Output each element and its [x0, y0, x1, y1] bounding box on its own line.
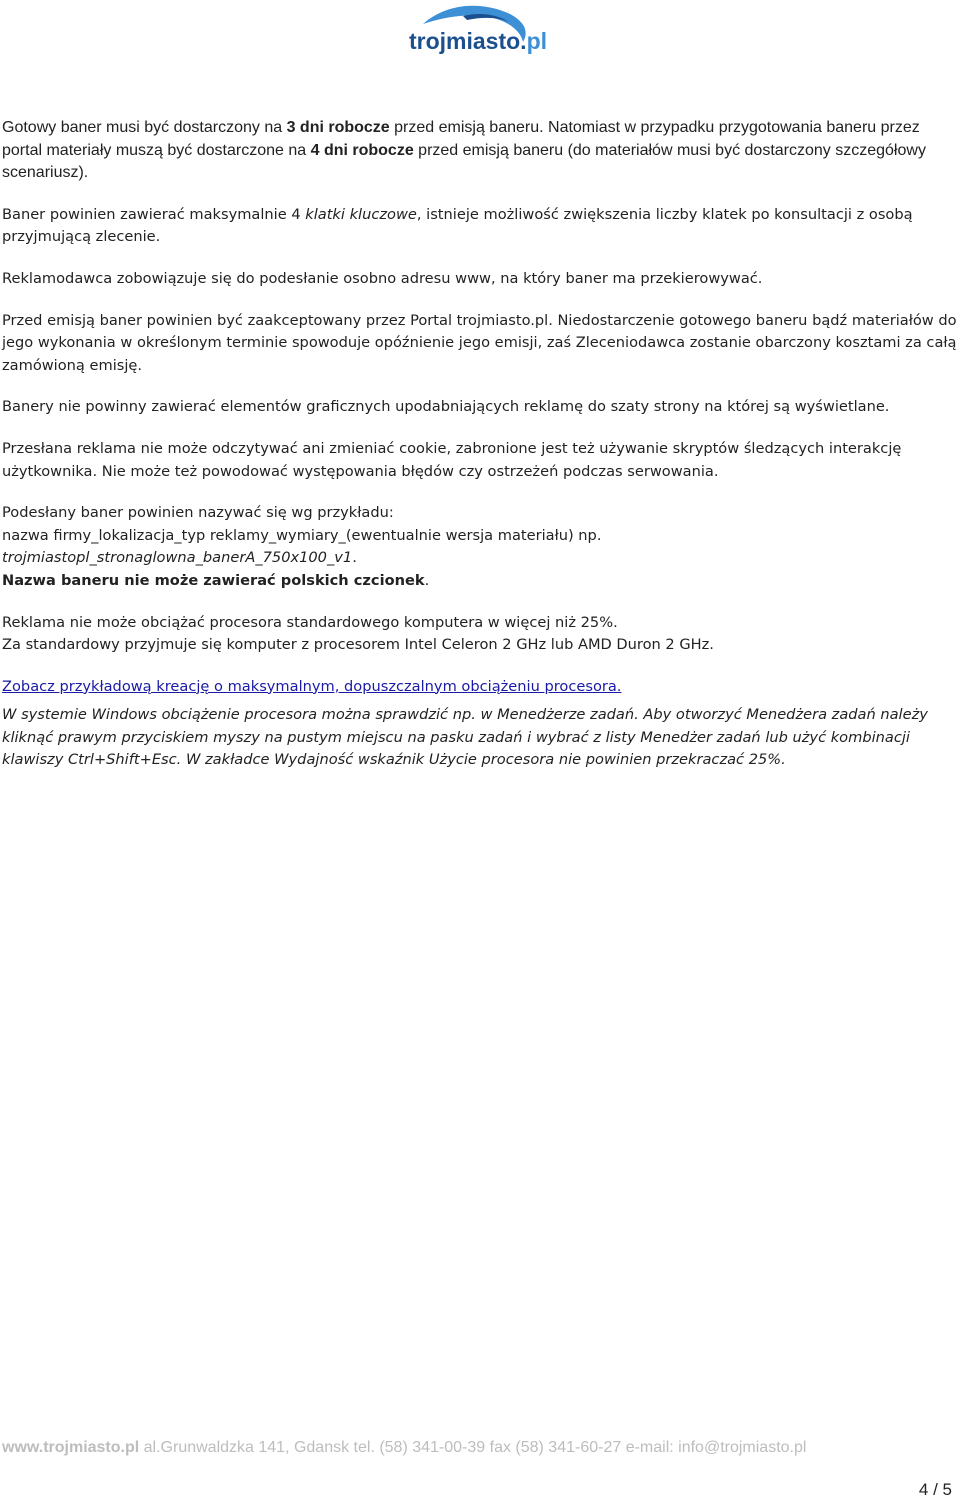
- paragraph-cpu-limit: [2, 612, 958, 657]
- paragraph-keyframes: [2, 204, 958, 249]
- italic-text: W systemie Windows obciążenie procesora można sprawdzić np. w Menedżerze zadań. Aby otworzyć Menedżera zadań należy kliknąć prawym przyciskiem myszy na pustym miejscu na pasku zadań i wybrać z listy Menedżer zadań lub użyć kombinacji klawiszy Ctrl+Shift+Esc. W zakładce Wydajność wskaźnik Użycie procesora nie powinien przekraczać 25%.: [2, 706, 928, 769]
- text: , istnieje możliwość zwiększenia liczby klatek po konsultacji z osobą przyjmującą zlecenie.: [2, 205, 913, 246]
- text: Gotowy baner musi być dostarczony na: [2, 119, 287, 136]
- example-filename: trojmiastopl_stronaglowna_banerA_750x100_v1: [2, 549, 353, 567]
- text: nazwa firmy_lokalizacja_typ reklamy_wymiary_(ewentualnie wersja materiału) np.: [2, 526, 602, 544]
- text: .: [352, 549, 357, 567]
- bold-text: 4 dni robocze: [310, 141, 414, 159]
- bold-text: 3 dni robocze: [286, 119, 390, 136]
- example-creative-link[interactable]: Zobacz przykładową kreację o maksymalnym, dopuszczalnym obciążeniu procesora.: [2, 677, 622, 695]
- paragraph-link: [2, 676, 958, 699]
- svg-text:trojmiasto.pl: trojmiasto.pl: [408, 28, 548, 54]
- footer-site: www.trojmiasto.pl: [2, 1439, 140, 1456]
- text: przed emisją baneru. Natomiast w przypadku przygotowania baneru przez portal materiały muszą być dostarczone na: [2, 119, 920, 159]
- paragraph-task-manager: [2, 704, 958, 772]
- paragraph-delivery-time: [2, 117, 958, 185]
- paragraph-acceptance: Przed emisją baner powinien być zaakceptowany przez Portal trojmiasto.pl. Niedostarczenie gotowego baneru bądź materiałów do jego wykonania w określonym terminie spowoduje opóźnienie jego emisji, zaś Zleceniodawca zostanie obarczony kosztami za całą zamówioną emisję.: [2, 311, 957, 374]
- page-number: 4 / 5: [918, 1480, 952, 1499]
- footer-contact: al.Grunwaldzka 141, Gdansk tel. (58) 341-00-39 fax (58) 341-60-27 e-mail: info@trojmiasto.pl: [139, 1439, 807, 1456]
- text: Baner powinien zawierać maksymalnie 4: [2, 205, 306, 223]
- paragraph-graphics: Banery nie powinny zawierać elementów graficznych upodabniających reklamę do szaty strony na której są wyświetlane.: [2, 398, 890, 416]
- trojmiasto-logo: [0, 2, 960, 62]
- text: .: [424, 571, 430, 589]
- italic-text: klatki kluczowe: [305, 205, 417, 223]
- logo-graphic: [405, 2, 555, 62]
- text: Podesłany baner powinien nazywać się wg przykładu:: [2, 504, 394, 522]
- paragraph-naming: [2, 502, 958, 592]
- text: Reklama nie może obciążać procesora standardowego komputera w więcej niż 25%.: [2, 613, 618, 631]
- text: przed emisją baneru (do materiałów musi być dostarczony szczegółowy scenariusz).: [2, 141, 926, 182]
- text: Za standardowy przyjmuje się komputer z procesorem Intel Celeron 2 GHz lub AMD Duron 2 GHz.: [2, 636, 714, 654]
- document-body: [2, 117, 958, 791]
- paragraph-cookies: Przesłana reklama nie może odczytywać ani zmieniać cookie, zabronione jest też używanie skryptów śledzących interakcję użytkownika. Nie może też powodować występowania błędów czy ostrzeżeń podczas serwowania.: [2, 439, 902, 480]
- page-footer: [2, 1439, 958, 1457]
- bold-text: Nazwa baneru nie może zawierać polskich czcionek: [2, 571, 425, 589]
- paragraph-redirect-url: Reklamodawca zobowiązuje się do podesłanie osobno adresu www, na który baner ma przekierowywać.: [2, 269, 763, 287]
